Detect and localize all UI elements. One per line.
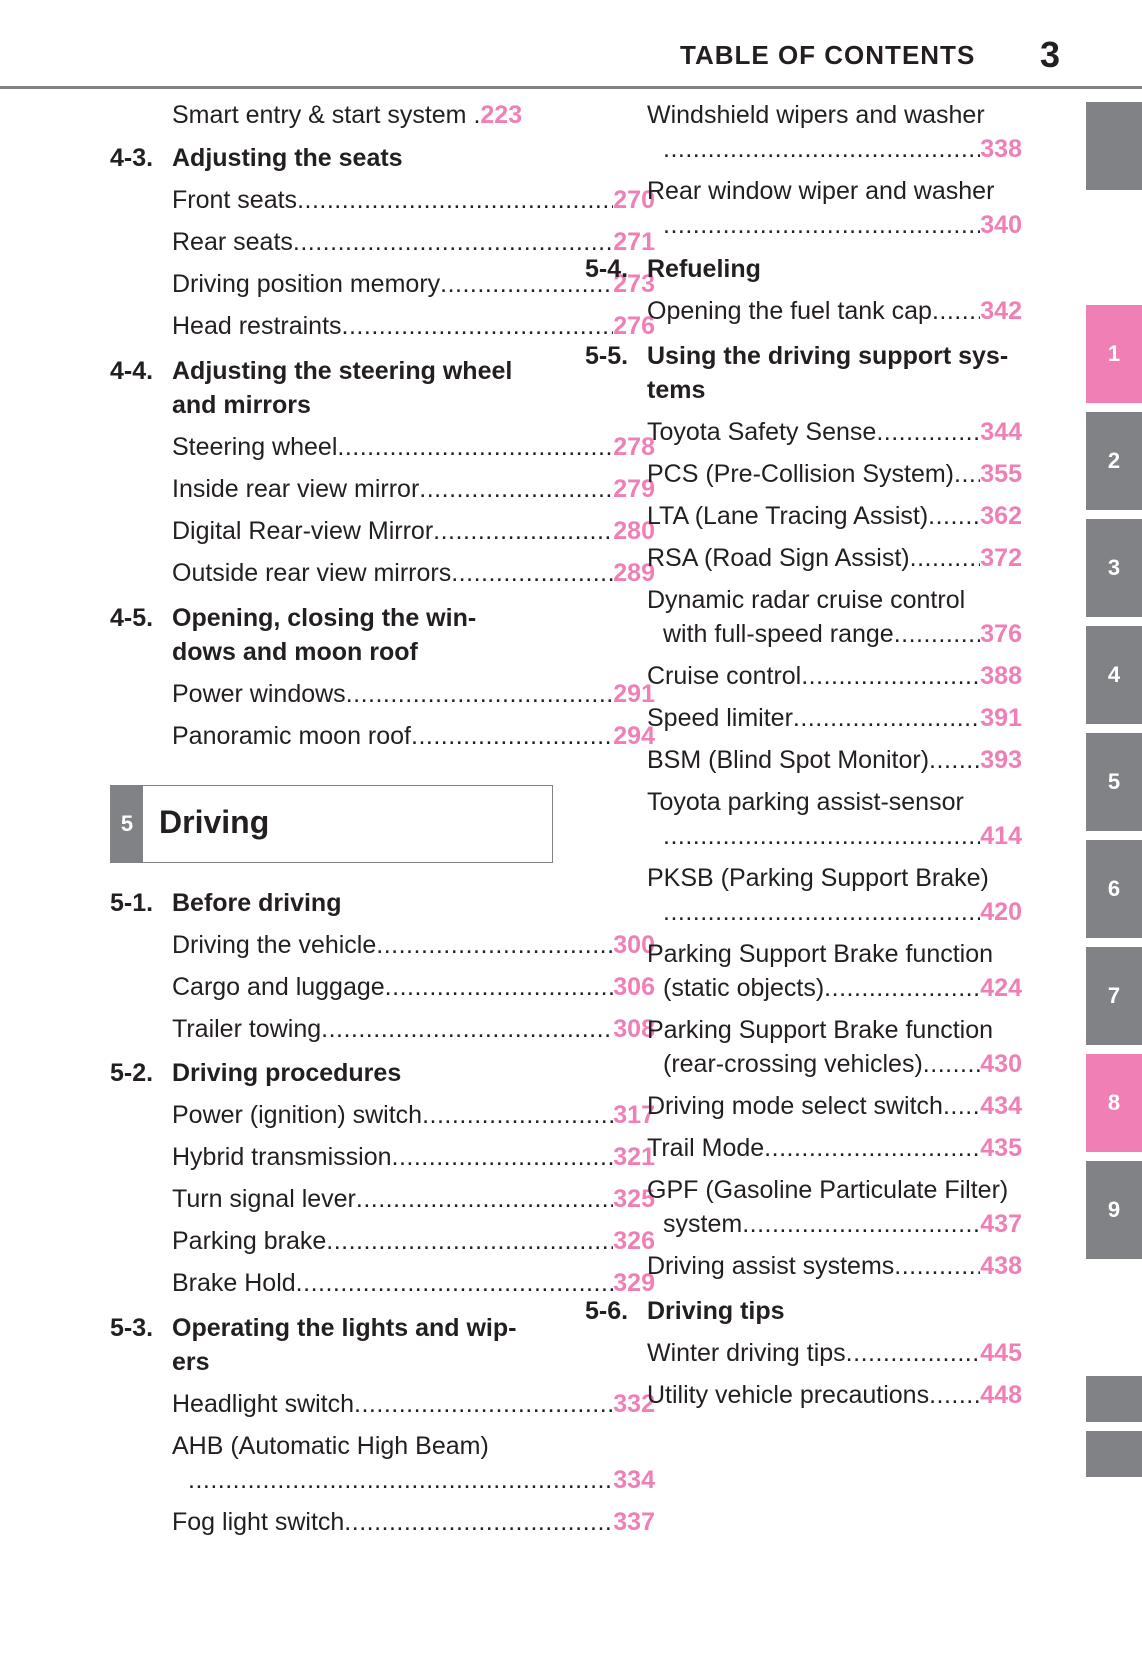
toc-entry-page: 329 — [613, 1269, 655, 1297]
toc-entry[interactable] — [647, 296, 1022, 327]
toc-entry-page: 424 — [980, 974, 1022, 1002]
header-divider — [0, 86, 1142, 89]
toc-entry[interactable] — [647, 661, 1022, 692]
toc-entry-text[interactable]: Rear window wiper and washer — [647, 177, 995, 205]
toc-entry-continuation[interactable] — [663, 821, 1022, 852]
section-number: 4-3. — [110, 144, 154, 172]
section-number: 4-5. — [110, 604, 154, 632]
toc-entry-page: 325 — [613, 1185, 655, 1213]
toc-entry-page: 306 — [613, 973, 655, 1001]
side-tab-7[interactable]: 7 — [1086, 947, 1142, 1045]
toc-entry[interactable] — [172, 721, 655, 752]
toc-entry-text: Head restraints — [172, 312, 342, 340]
section-heading — [110, 1058, 402, 1089]
toc-entry-continuation[interactable] — [663, 1209, 1022, 1240]
toc-entry-page: 414 — [980, 822, 1022, 850]
toc-entry[interactable] — [647, 543, 1022, 574]
section-title: Adjusting the steering wheel — [172, 357, 513, 385]
toc-entry-text: LTA (Lane Tracing Assist) — [647, 502, 929, 530]
toc-entry-text: Speed limiter — [647, 704, 793, 732]
section-title: Opening, closing the win- — [172, 604, 477, 632]
toc-entry-text: Panoramic moon roof — [172, 722, 412, 750]
toc-entry-text: Rear seats — [172, 228, 293, 256]
side-tab-blank-b[interactable] — [1086, 1431, 1142, 1477]
toc-entry-text: Utility vehicle precautions — [647, 1381, 930, 1409]
toc-entry-page: 448 — [980, 1381, 1022, 1409]
toc-entry-page: 362 — [980, 502, 1022, 530]
toc-entry-page: 438 — [980, 1252, 1022, 1280]
toc-entry-text: Driving assist systems — [647, 1252, 895, 1280]
toc-entry-page: 340 — [980, 211, 1022, 239]
toc-entry[interactable] — [172, 1014, 655, 1045]
toc-entry[interactable] — [172, 1142, 655, 1173]
toc-entry[interactable] — [647, 1338, 1022, 1369]
toc-entry-page: 445 — [980, 1339, 1022, 1367]
toc-entry-text[interactable]: AHB (Automatic High Beam) — [172, 1432, 489, 1460]
side-tab-3[interactable]: 3 — [1086, 519, 1142, 617]
toc-entry-text: Steering wheel — [172, 433, 338, 461]
toc-entry-continuation[interactable] — [663, 1049, 1022, 1080]
toc-entry-text: Trailer towing — [172, 1015, 322, 1043]
toc-entry-page: 391 — [980, 704, 1022, 732]
toc-entry[interactable] — [647, 459, 1022, 490]
toc-entry[interactable] — [172, 930, 655, 961]
toc-entry-text: Smart entry & start system . — [172, 101, 481, 129]
toc-entry-text: Front seats — [172, 186, 298, 214]
toc-entry-text: Cruise control — [647, 662, 802, 690]
page-header-title: TABLE OF CONTENTS — [680, 40, 976, 70]
toc-entry-text[interactable]: Parking Support Brake function — [647, 1016, 994, 1044]
toc-entry[interactable] — [647, 1133, 1022, 1164]
toc-entry-text: Cargo and luggage — [172, 973, 385, 1001]
toc-entry-text: Trail Mode — [647, 1134, 765, 1162]
toc-entry[interactable] — [172, 1226, 655, 1257]
side-tab-9[interactable]: 9 — [1086, 1161, 1142, 1259]
toc-entry-text: Driving position memory — [172, 270, 441, 298]
toc-entry[interactable] — [647, 745, 1022, 776]
toc-entry-page: 393 — [980, 746, 1022, 774]
toc-entry-continuation[interactable] — [663, 134, 1022, 165]
section-heading — [110, 1313, 517, 1344]
toc-entry-text: Power windows — [172, 680, 346, 708]
toc-entry[interactable] — [647, 1380, 1022, 1411]
section-title-continued: tems — [647, 376, 706, 404]
toc-entry[interactable] — [172, 185, 655, 216]
toc-entry[interactable] — [172, 1268, 655, 1299]
toc-entry-text: with full-speed range — [663, 620, 894, 648]
section-heading — [110, 603, 477, 634]
toc-entry[interactable] — [172, 432, 655, 463]
side-tab-8[interactable]: 8 — [1086, 1054, 1142, 1152]
section-title: Adjusting the seats — [172, 144, 403, 172]
toc-entry-page: 294 — [613, 722, 655, 750]
toc-entry-text: BSM (Blind Spot Monitor) — [647, 746, 930, 774]
toc-entry-text: Brake Hold — [172, 1269, 296, 1297]
toc-entry-page: 344 — [980, 418, 1022, 446]
toc-entry[interactable] — [172, 1184, 655, 1215]
side-tab-blank-a[interactable] — [1086, 1376, 1142, 1422]
toc-entry-text[interactable]: Parking Support Brake function — [647, 940, 994, 968]
toc-entry-page: 289 — [613, 559, 655, 587]
toc-entry-page: 388 — [980, 662, 1022, 690]
toc-entry[interactable] — [647, 1091, 1022, 1122]
toc-entry-text[interactable]: Windshield wipers and washer — [647, 101, 985, 129]
toc-entry-page: 276 — [613, 312, 655, 340]
section-number: 5-1. — [110, 889, 154, 917]
toc-entry-text: Toyota Safety Sense — [647, 418, 877, 446]
toc-entry-text: Parking brake — [172, 1227, 327, 1255]
toc-entry[interactable] — [172, 972, 655, 1003]
toc-entry-text: (static objects) — [663, 974, 825, 1002]
section-title: Driving procedures — [172, 1059, 402, 1087]
section-number: 5-2. — [110, 1059, 154, 1087]
toc-entry-continuation[interactable] — [188, 1465, 655, 1496]
toc-entry-text: Driving mode select switch — [647, 1092, 943, 1120]
toc-entry-page: 280 — [613, 517, 655, 545]
toc-entry-text: Driving the vehicle — [172, 931, 377, 959]
toc-entry-continuation[interactable] — [663, 973, 1022, 1004]
toc-entry-text[interactable]: GPF (Gasoline Particulate Filter) — [647, 1176, 1009, 1204]
toc-entry-text: Hybrid transmission — [172, 1143, 392, 1171]
toc-entry-text: PCS (Pre-Collision System) — [647, 460, 955, 488]
toc-entry-page: 326 — [613, 1227, 655, 1255]
toc-entry-page: 273 — [613, 270, 655, 298]
toc-entry-text: Power (ignition) switch — [172, 1101, 423, 1129]
toc-entry-text[interactable]: Toyota parking assist-sensor — [647, 788, 964, 816]
toc-entry-page: 337 — [613, 1508, 655, 1536]
toc-entry-text: Outside rear view mirrors — [172, 559, 452, 587]
toc-entry-page: 332 — [613, 1390, 655, 1418]
section-heading — [585, 1296, 785, 1327]
toc-entry-text: Inside rear view mirror — [172, 475, 420, 503]
toc-entry[interactable] — [172, 1100, 655, 1131]
section-number: 5-3. — [110, 1314, 154, 1342]
toc-entry[interactable] — [172, 227, 655, 258]
toc-entry-continuation[interactable] — [663, 210, 1022, 241]
toc-entry-page: 355 — [980, 460, 1022, 488]
toc-entry-page: 321 — [613, 1143, 655, 1171]
toc-entry-page: 300 — [613, 931, 655, 959]
side-tab-4[interactable]: 4 — [1086, 626, 1142, 724]
toc-entry[interactable] — [172, 1389, 655, 1420]
toc-entry-page: 342 — [980, 297, 1022, 325]
section-heading — [110, 356, 513, 387]
section-heading — [110, 143, 403, 174]
section-title: Using the driving support sys- — [647, 342, 1009, 370]
section-number: 5-5. — [585, 342, 629, 370]
toc-entry[interactable] — [172, 1507, 655, 1538]
toc-entry-page: 435 — [980, 1134, 1022, 1162]
toc-entry[interactable] — [172, 679, 655, 710]
toc-entry-continuation[interactable] — [663, 897, 1022, 928]
toc-entry-text[interactable]: PKSB (Parking Support Brake) — [647, 864, 989, 892]
side-tab-5[interactable]: 5 — [1086, 733, 1142, 831]
toc-entry-text[interactable]: Dynamic radar cruise control — [647, 586, 966, 614]
section-title: Driving tips — [647, 1297, 785, 1325]
toc-entry[interactable] — [172, 474, 655, 505]
section-number: 4-4. — [110, 357, 154, 385]
toc-entry[interactable] — [647, 703, 1022, 734]
toc-entry-page: 334 — [613, 1466, 655, 1494]
side-tab-1[interactable]: 1 — [1086, 305, 1142, 403]
section-title-continued: and mirrors — [172, 391, 311, 419]
toc-entry-text: system — [663, 1210, 743, 1238]
toc-entry-page: 317 — [613, 1101, 655, 1129]
toc-entry[interactable] — [172, 558, 655, 589]
section-title: Before driving — [172, 889, 342, 917]
page-number: 3 — [1040, 34, 1061, 75]
section-heading — [585, 341, 1009, 372]
toc-entry-text: Turn signal lever — [172, 1185, 356, 1213]
toc-entry[interactable] — [647, 501, 1022, 532]
toc-entry-page: 338 — [980, 135, 1022, 163]
toc-entry-text: Headlight switch — [172, 1390, 355, 1418]
side-tab-blank-top[interactable] — [1086, 102, 1142, 190]
toc-entry-text: Opening the fuel tank cap — [647, 297, 932, 325]
toc-entry[interactable] — [647, 417, 1022, 448]
toc-entry-page: 434 — [980, 1092, 1022, 1120]
toc-entry[interactable] — [172, 269, 655, 300]
toc-entry-page: 420 — [980, 898, 1022, 926]
toc-entry-page: 291 — [613, 680, 655, 708]
toc-entry-text: Digital Rear-view Mirror — [172, 517, 434, 545]
toc-entry[interactable] — [172, 100, 655, 131]
section-heading — [110, 888, 342, 919]
side-tab-6[interactable]: 6 — [1086, 840, 1142, 938]
section-title: Refueling — [647, 255, 761, 283]
section-number: 5-4. — [585, 255, 629, 283]
toc-entry-page: 430 — [980, 1050, 1022, 1078]
section-number: 5-6. — [585, 1297, 629, 1325]
toc-entry-text: RSA (Road Sign Assist) — [647, 544, 910, 572]
toc-entry-page: 372 — [980, 544, 1022, 572]
toc-entry[interactable] — [172, 516, 655, 547]
section-title: Operating the lights and wip- — [172, 1314, 517, 1342]
toc-entry-page: 270 — [613, 186, 655, 214]
toc-entry-page: 437 — [980, 1210, 1022, 1238]
toc-entry-page: 278 — [613, 433, 655, 461]
toc-entry-continuation[interactable] — [663, 619, 1022, 650]
section-title-continued: ers — [172, 1348, 210, 1376]
chapter-title: Driving — [159, 804, 270, 840]
toc-entry-page: 279 — [613, 475, 655, 503]
toc-entry-text: (rear-crossing vehicles) — [663, 1050, 923, 1078]
toc-entry-text: Fog light switch — [172, 1508, 345, 1536]
toc-entry-text: Winter driving tips — [647, 1339, 846, 1367]
chapter-heading-box — [110, 785, 553, 863]
toc-entry[interactable] — [647, 1251, 1022, 1282]
toc-entry-page: 223 — [480, 101, 523, 129]
toc-entry-page: 271 — [613, 228, 655, 256]
side-tab-2[interactable]: 2 — [1086, 412, 1142, 510]
toc-entry[interactable] — [172, 311, 655, 342]
toc-entry-page: 376 — [980, 620, 1022, 648]
toc-entry-page: 308 — [613, 1015, 655, 1043]
chapter-number: 5 — [111, 786, 143, 862]
section-title-continued: dows and moon roof — [172, 638, 418, 666]
